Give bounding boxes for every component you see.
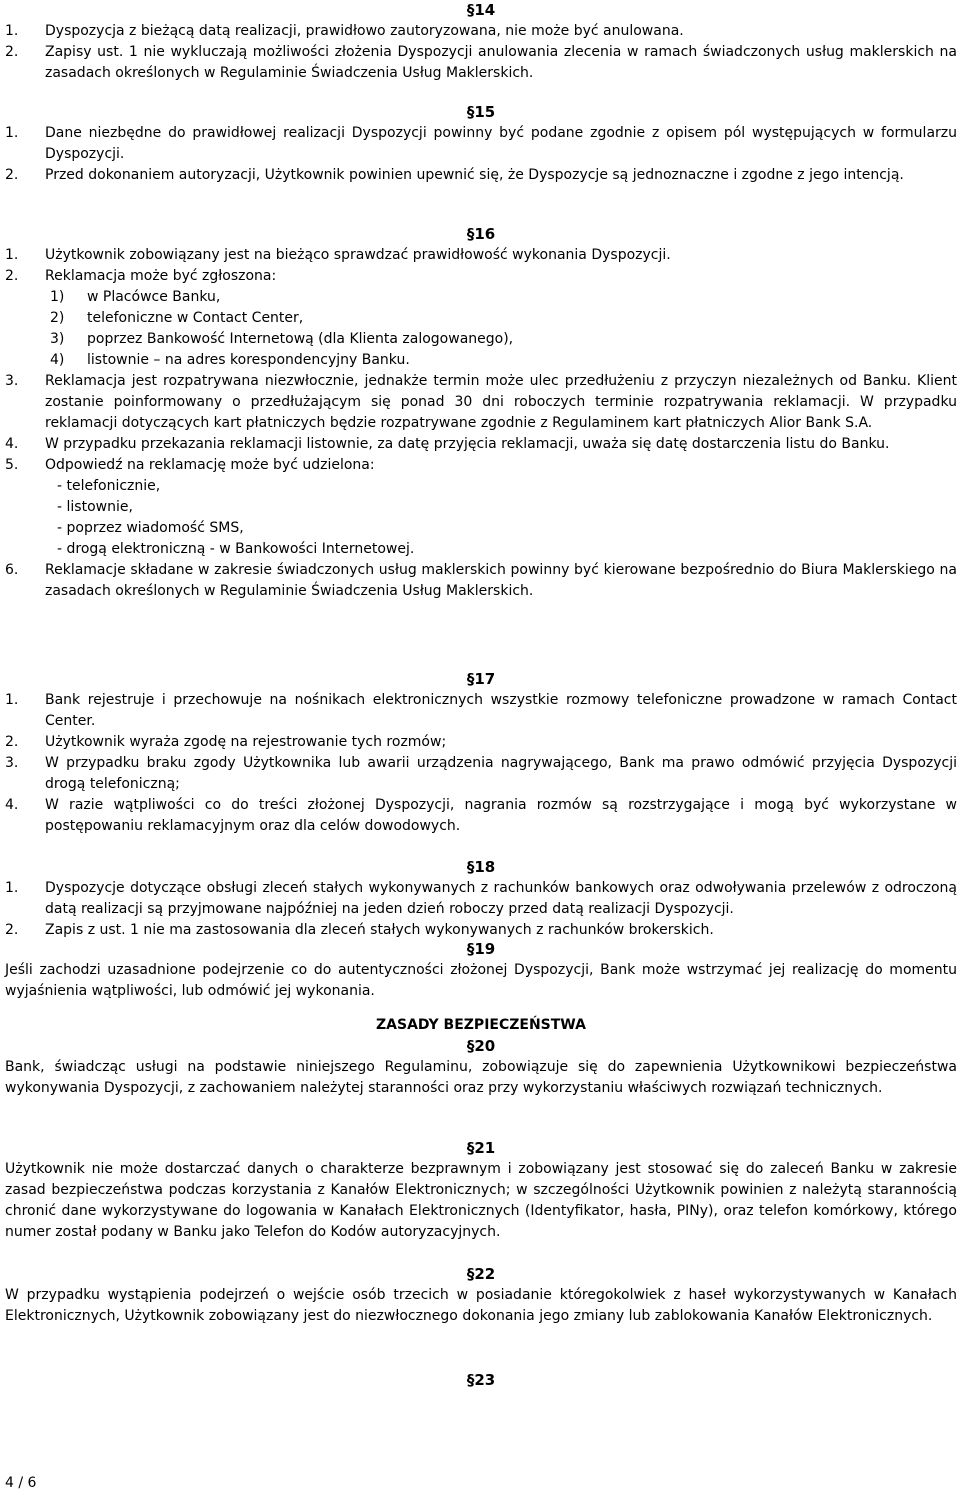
item-text: W przypadku braku zgody Użytkownika lub awarii urządzenia nagrywającego, Bank ma prawo odmówić przyjęcia Dyspozycji drogą telefoniczną; [45, 755, 957, 792]
sub-list-item [50, 350, 957, 371]
paragraph: W przypadku wystąpienia podejrzeń o wejście osób trzecich w posiadanie któregokolwiek z haseł wykorzystywanych w Kanałach Elektronicznych, Użytkownik zobowiązany jest do niezwłocznego dokonania jego zmiany lub zablokowania Kanałów Elektronicznych. [5, 1287, 957, 1324]
item-text: Zapis z ust. 1 nie ma zastosowania dla zleceń stałych wykonywanych z rachunków brokerskich. [45, 922, 714, 938]
sub-item-text: telefoniczne w Contact Center, [87, 310, 304, 326]
paragraph: Jeśli zachodzi uzasadnione podejrzenie co do autentyczności złożonej Dyspozycji, Bank może wstrzymać jej realizację do momentu wyjaśnienia wątpliwości, lub odmówić jej wykonania. [5, 962, 957, 999]
item-number: 4. [5, 797, 19, 813]
item-number: 1. [5, 23, 19, 39]
item-text: W przypadku przekazania reklamacji listownie, za datę przyjęcia reklamacji, uważa się datę dostarczenia listu do Banku. [45, 436, 890, 452]
list-item [5, 266, 957, 287]
sub-list-item [50, 287, 957, 308]
sub-item-number: 1) [50, 289, 65, 305]
list-item [5, 690, 957, 732]
list-item [5, 42, 957, 84]
list-item [5, 371, 957, 434]
item-text: Dyspozycje dotyczące obsługi zleceń stałych wykonywanych z rachunków bankowych oraz odwoływania przelewów z odroczoną datą realizacji są przyjmowane najpóźniej na jeden dzień roboczy przed datą realizacji Dyspozycji. [45, 880, 957, 917]
section-23 [5, 1370, 957, 1391]
item-text: Użytkownik zobowiązany jest na bieżąco sprawdzać prawidłowość wykonania Dyspozycji. [45, 247, 671, 263]
item-text: Dyspozycja z bieżącą datą realizacji, prawidłowo zautoryzowana, nie może być anulowana. [45, 23, 684, 39]
sub-list-item [50, 329, 957, 350]
section-15 [5, 102, 957, 186]
list-item [5, 123, 957, 165]
item-text: Reklamacje składane w zakresie świadczonych usług maklerskich powinny być kierowane bezpośrednio do Biura Maklerskiego na zasadach określonych w Regulaminie Świadczenia Usług Maklerskich. [45, 562, 957, 599]
section-16 [5, 224, 957, 602]
sub-item-text: w Placówce Banku, [87, 289, 221, 305]
item-text: W razie wątpliwości co do treści złożonej Dyspozycji, nagrania rozmów są rozstrzygające i mogą być wykorzystane w postępowaniu reklamacyjnym oraz dla celów dowodowych. [45, 797, 957, 834]
item-number: 2. [5, 734, 19, 750]
item-number: 2. [5, 268, 19, 284]
section-17 [5, 669, 957, 837]
page-number: 4 / 6 [5, 1475, 37, 1491]
item-text: Dane niezbędne do prawidłowej realizacji Dyspozycji powinny być podane zgodnie z opisem pól występujących w formularzu Dyspozycji. [45, 125, 957, 162]
item-number: 1. [5, 880, 19, 896]
item-number: 6. [5, 562, 19, 578]
chapter-heading: ZASADY BEZPIECZEŃSTWA [376, 1017, 586, 1033]
item-text: Odpowiedź na reklamację może być udzielona: [45, 457, 375, 473]
section-title: §23 [466, 1371, 496, 1389]
list-item [5, 878, 957, 920]
list-item [5, 434, 957, 455]
section-21 [5, 1138, 957, 1243]
section-title: §18 [466, 858, 496, 876]
list-item [5, 560, 957, 602]
sub-item-number: 3) [50, 331, 65, 347]
section-title: §22 [466, 1265, 496, 1283]
answer-option: - telefonicznie, [57, 478, 161, 494]
section-14 [5, 0, 957, 84]
item-text: Reklamacja jest rozpatrywana niezwłocznie, jednakże termin może ulec przedłużeniu z przyczyn niezależnych od Banku. Klient zostanie poinformowany o przedłużającym się ponad 30 dni roboczych terminie rozpatrywania reklamacji. W przypadku reklamacji dotyczących kart płatniczych będzie rozpatrywane zgodnie z Regulaminem kart płatniczych Alior Bank S.A. [45, 373, 957, 431]
answer-option: - poprzez wiadomość SMS, [57, 520, 244, 536]
item-text: Zapisy ust. 1 nie wykluczają możliwości złożenia Dyspozycji anulowania zlecenia w ramach świadczonych usług maklerskich na zasadach określonych w Regulaminie Świadczenia Usług Maklerskich. [45, 44, 957, 81]
item-number: 2. [5, 44, 19, 60]
item-number: 1. [5, 125, 19, 141]
sub-item-number: 2) [50, 310, 65, 326]
list-item [5, 753, 957, 795]
item-number: 1. [5, 692, 19, 708]
item-number: 4. [5, 436, 19, 452]
sub-list-item [50, 308, 957, 329]
list-item [5, 165, 957, 186]
list-item [5, 455, 957, 476]
item-number: 2. [5, 167, 19, 183]
section-title: §14 [466, 1, 496, 19]
section-title: §17 [466, 670, 496, 688]
section-title: §16 [466, 225, 496, 243]
sub-item-text: poprzez Bankowość Internetową (dla Klienta zalogowanego), [87, 331, 514, 347]
item-text: Przed dokonaniem autoryzacji, Użytkownik powinien upewnić się, że Dyspozycje są jednoznaczne i zgodne z jego intencją. [45, 167, 904, 183]
list-item [5, 245, 957, 266]
item-number: 1. [5, 247, 19, 263]
list-item [5, 732, 957, 753]
sub-item-text: listownie – na adres korespondencyjny Banku. [87, 352, 410, 368]
section-title: §15 [466, 103, 496, 121]
paragraph: Użytkownik nie może dostarczać danych o charakterze bezprawnym i zobowiązany jest stosować się do zaleceń Banku w zakresie zasad bezpieczeństwa podczas korzystania z Kanałów Elektronicznych; w szczególności Użytkownik powinien z należytą starannością chronić dane wykorzystywane do logowania w Kanałach Elektronicznych (Identyfikator, hasła, PINy), oraz telefon komórkowy, którego numer został podany w Banku jako Telefon do Kodów autoryzacyjnych. [5, 1161, 957, 1240]
item-text: Użytkownik wyraża zgodę na rejestrowanie tych rozmów; [45, 734, 447, 750]
section-22 [5, 1264, 957, 1327]
item-text: Bank rejestruje i przechowuje na nośnikach elektronicznych wszystkie rozmowy telefoniczne prowadzone w ramach Contact Center. [45, 692, 957, 729]
item-number: 3. [5, 373, 19, 389]
section-20 [5, 1015, 957, 1099]
sub-item-number: 4) [50, 352, 65, 368]
section-18 [5, 857, 957, 941]
item-number: 3. [5, 755, 19, 771]
section-title: §21 [466, 1139, 496, 1157]
list-item [5, 795, 957, 837]
list-item [5, 920, 957, 941]
section-19 [5, 939, 957, 1002]
section-title: §19 [466, 940, 496, 958]
item-number: 5. [5, 457, 19, 473]
list-item [5, 21, 957, 42]
section-title: §20 [466, 1037, 496, 1055]
paragraph: Bank, świadcząc usługi na podstawie niniejszego Regulaminu, zobowiązuje się do zapewnienia Użytkownikowi bezpieczeństwa wykonywania Dyspozycji, z zachowaniem należytej staranności oraz przy wykorzystaniu właściwych rozwiązań technicznych. [5, 1059, 957, 1096]
item-number: 2. [5, 922, 19, 938]
answer-option: - drogą elektroniczną - w Bankowości Internetowej. [57, 541, 415, 557]
answer-option: - listownie, [57, 499, 133, 515]
item-text: Reklamacja może być zgłoszona: [45, 268, 277, 284]
